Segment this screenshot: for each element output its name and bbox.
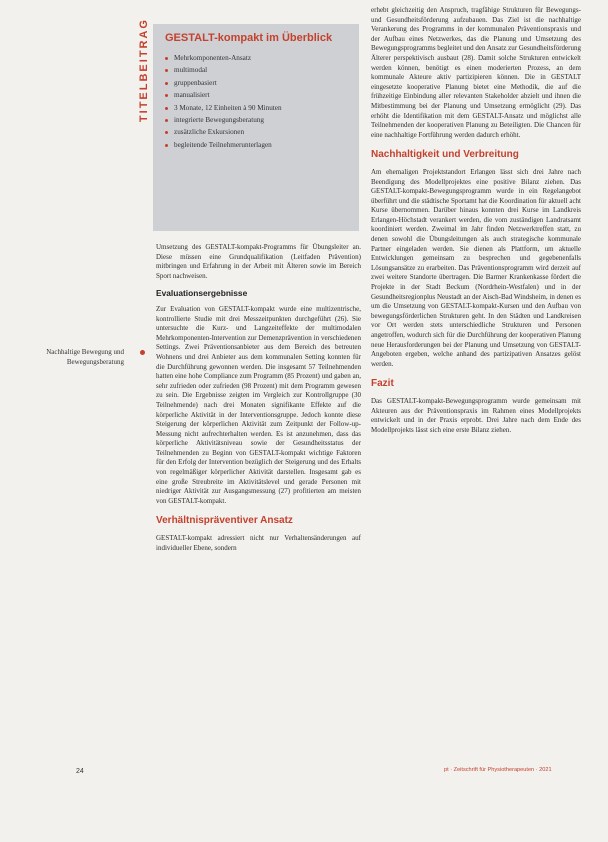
verhaeltnis-heading: Verhältnispräventiver Ansatz: [156, 515, 293, 527]
list-item: zusätzliche Exkursionen: [163, 126, 349, 138]
margin-note-bullet: [140, 350, 145, 355]
continuation-paragraph: erhebt gleichzeitig den Anspruch, tragfähige Strukturen für Bewegungs- und Gesundheitsförderung aufzubauen. Das Ziel ist die nachhaltige Verankerung des Programms in der kommunalen Präventionspraxis und der Aufbau eines Netzwerkes, das die Planung und Umsetzung des Bewegungsprogramms begleitet und den Ansatz zur Gesundheitsförderung Älterer perspektivisch ausbaut (28). Damit solche Strukturen entwickelt werden können, benötigt es einen moderierten Prozess, an dem kommunale Akteure aktiv partizipieren können. Die in GESTALT eingesetzte kooperative Planung bietet eine Methodik, die auf die frühzeitige Einbindung aller relevanten Stakeholder abzielt und ihnen die Mitbestimmung bei der Planung und Umsetzung ermöglicht (29). Das erhöht die Identifikation mit dem GESTALT-Ansatz und möglichst alle Teilnehmenden der kooperativen Planung zu Beteiligten. Die Chancen für eine nachhaltige Fortführung werden dadurch erhöht.: [371, 6, 581, 139]
verhaeltnis-paragraph: GESTALT-kompakt adressiert nicht nur Verhaltensänderungen auf individueller Ebene, sondern: [156, 534, 361, 552]
left-column: [156, 243, 361, 553]
margin-note: Nachhaltige Bewegung und Bewegungsberatung: [46, 348, 124, 366]
nachhaltigkeit-heading: Nachhaltigkeit und Verbreitung: [371, 149, 519, 161]
intro-paragraph: Umsetzung des GESTALT-kompakt-Programms für Übungsleiter an. Diese müssen eine Grundqualifikation (Leitfaden Prävention) mitbringen und Erfahrung in der Arbeit mit Älteren sowie im Bereich Sport nachweisen.: [156, 243, 361, 280]
overview-list: [163, 52, 349, 151]
fazit-heading: Fazit: [371, 378, 394, 390]
list-item: integrierte Bewegungsberatung: [163, 114, 349, 126]
list-item: Mehrkomponenten-Ansatz: [163, 52, 349, 64]
list-item: begleitende Teilnehmerunterlagen: [163, 139, 349, 151]
right-column: [371, 6, 581, 435]
page-number: 24: [76, 768, 84, 775]
overview-box-title: GESTALT-kompakt im Überblick: [165, 32, 333, 44]
list-item: multimodal: [163, 64, 349, 76]
list-item: manualisiert: [163, 89, 349, 101]
overview-box: [153, 24, 359, 231]
nachhaltigkeit-paragraph: Am ehemaligen Projektstandort Erlangen lässt sich drei Jahre nach Beendigung des Modellprojektes eine positive Bilanz ziehen. Das GESTALT-kompakt-Bewegungsprogramm wurde in ein Regelangebot überführt und die städtische Sportamt hat die Koordination für aktuell acht Kurse übernommen. Darüber hinaus konnten drei Kurse im Landkreis Erlangen-Höchstadt verankert werden, die vom zuständigen Landratsamt koordiniert werden. Zweimal im Jahr finden Netzwerktreffen statt, zu denen sowohl die Übungsleitungen als auch strategische kommunale Partner eingeladen werden. Sie dienen als Plattform, um aktuelle Entwicklungen gemeinsam zu besprechen und gegebenenfalls Lösungsansätze zu erarbeiten. Das Präventionsprogramm wird derzeit auf zwei weitere Standorte übertragen. Die Barmer Krankenkasse fördert die Projekte in der Stadt Beckum (Nordrhein-Westfalen) und in der Gesundheitsregionplus Neustadt an der Aisch-Bad Windsheim, in denen es um die Umsetzung von GESTALT-kompakt-Kursen und den Aufbau von bewegungsförderlichen Strukturen geht. In den Städten und Landkreisen vor Ort werden stets unterschiedliche Strukturen und Personen angetroffen, wodurch sich für die Durchführung der kooperativen Planung neue Herausforderungen bei der Planung und Umsetzung von GESTALT-Angeboten ergeben, welche anhand des partizipativen Ansatzes gelöst werden.: [371, 167, 581, 368]
evaluation-heading: Evaluationsergebnisse: [156, 288, 248, 299]
evaluation-paragraph: Zur Evaluation von GESTALT-kompakt wurde eine multizentrische, kontrollierte Studie mit drei Messzeitpunkten durchgeführt (26). Sie untersuchte die Kurz- und Langzeiteffekte der multimodalen Mehrkomponenten-Intervention zur Demenzprävention in verschiedenen Settings. Zwei Präventionsanbieter aus dem Bereich des betreuten Wohnens und drei Anbieter aus dem kommunalen Setting konnten für die Durchführung gewonnen werden. Die insgesamt 57 Teilnehmenden hatten eine hohe Compliance zum Programm (85 Prozent) und gaben an, sehr zufrieden oder zufrieden (98 Prozent) mit dem Programm gewesen zu sein. Die Ergebnisse zeigten im Vergleich zur Kontrollgruppe (30 Teilnehmende) nach drei Monaten signifikante Effekte auf die körperliche Aktivität in der Interventionsgruppe. Jedoch konnte diese Steigerung der körperlichen Aktivität zum Zeitpunkt der Follow-up-Messung nicht aufrechterhalten werden. Es ist anzunehmen, dass das körperliche Aktivitätsniveau sowie der Gesundheitsstatus der Teilnehmenden zu Beginn von GESTALT-kompakt wichtige Faktoren für den Erfolg der Intervention bezüglich der Steigerung und des Erhalts von regelmäßiger körperlicher Aktivität darstellen. Insgesamt gab es eine große Streubreite im Aktivitätslevel und gerade Personen mit niedriger Aktivität zur Ausgangsmessung (27) profitierten am meisten von GESTALT-kompakt.: [156, 304, 361, 505]
list-item: gruppenbasiert: [163, 77, 349, 89]
section-label: TITELBEITRAG: [138, 18, 150, 123]
list-item: 3 Monate, 12 Einheiten à 90 Minuten: [163, 102, 349, 114]
journal-footer: pt · Zeitschrift für Physiotherapeuten · 2021: [444, 767, 552, 773]
fazit-paragraph: Das GESTALT-kompakt-Bewegungsprogramm wurde gemeinsam mit Akteuren aus der Präventionspraxis im Rahmen eines Modellprojekts entwickelt und in der Praxis erprobt. Drei Jahre nach dem Ende des Modellprojekts lässt sich eine erste Bilanz ziehen.: [371, 396, 581, 434]
